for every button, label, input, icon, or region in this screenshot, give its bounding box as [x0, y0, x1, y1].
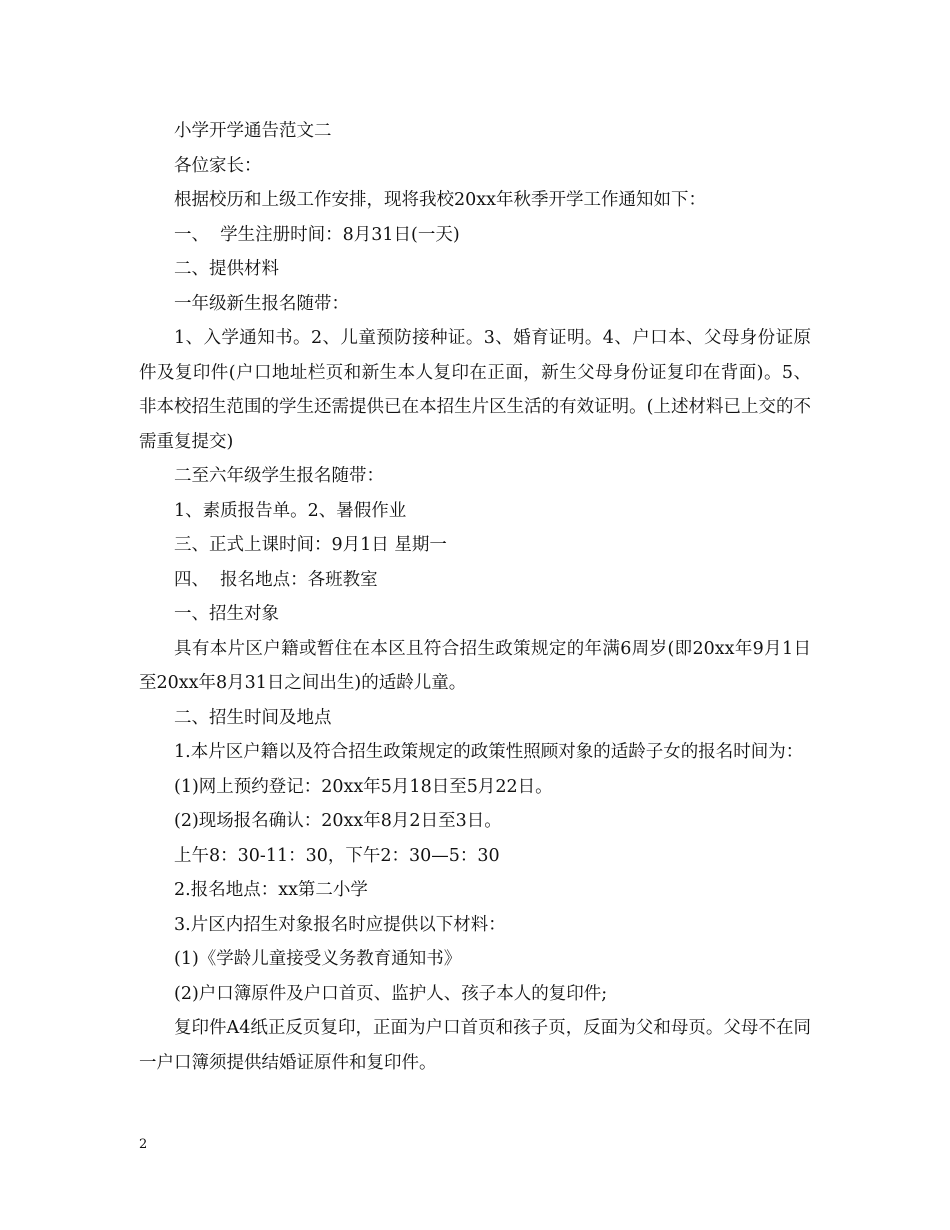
page-number: 2	[139, 1137, 148, 1152]
salutation: 各位家长：	[174, 155, 262, 176]
paragraph: 1、入学通知书。2、儿童预防接种证。3、婚育证明。4、户口本、父母身份证原件及复印件(户口地址栏页和新生本人复印在正面，新生父母身份证复印在背面)。5、非本校招生范围的学生还需提供已在本招生片区生活的有效证明。(上述材料已上交的不需重复提交)	[139, 328, 811, 452]
paragraph: 根据校历和上级工作安排，现将我校20xx年秋季开学工作通知如下：	[174, 190, 707, 210]
paragraph: 四、 报名地点：各班教室	[174, 569, 378, 590]
paragraph: 2.报名地点：xx第二小学	[174, 880, 368, 900]
paragraph: 具有本片区户籍或暂住在本区且符合招生政策规定的年满6周岁(即20xx年9月1日至20xx年8月31日之间出生)的适龄儿童。	[139, 638, 811, 693]
paragraph: 1、素质报告单。2、暑假作业	[174, 500, 407, 521]
paragraph: 复印件A4纸正反页复印，正面为户口首页和孩子页，反面为父和母页。父母不在同一户口簿须提供结婚证原件和复印件。	[139, 1018, 811, 1073]
paragraph: 一年级新生报名随带：	[174, 293, 349, 314]
section-heading: 二、提供材料	[174, 259, 279, 279]
document-body	[139, 114, 811, 1080]
paragraph: 1.本片区户籍以及符合招生政策规定的政策性照顾对象的适龄子女的报名时间为：	[174, 742, 804, 762]
paragraph: (1)《学龄儿童接受义务教育通知书》	[174, 949, 462, 969]
paragraph: 上午8：30-11：30，下午2：30—5：30	[174, 845, 500, 866]
paragraph: (2)现场报名确认：20xx年8月2日至3日。	[174, 811, 502, 831]
document-title: 小学开学通告范文二	[174, 121, 332, 141]
paragraph: (1)网上预约登记：20xx年5月18日至5月22日。	[174, 776, 553, 797]
paragraph: 3.片区内招生对象报名时应提供以下材料：	[174, 914, 506, 935]
section-heading: 二、招生时间及地点	[174, 707, 332, 728]
paragraph: 三、正式上课时间：9月1日 星期一	[174, 535, 447, 555]
section-heading: 一、招生对象	[174, 604, 279, 624]
paragraph: (2)户口簿原件及户口首页、监护人、孩子本人的复印件;	[174, 983, 608, 1004]
paragraph: 一、 学生注册时间：8月31日(一天)	[174, 224, 460, 245]
paragraph: 二至六年级学生报名随带：	[174, 466, 384, 486]
